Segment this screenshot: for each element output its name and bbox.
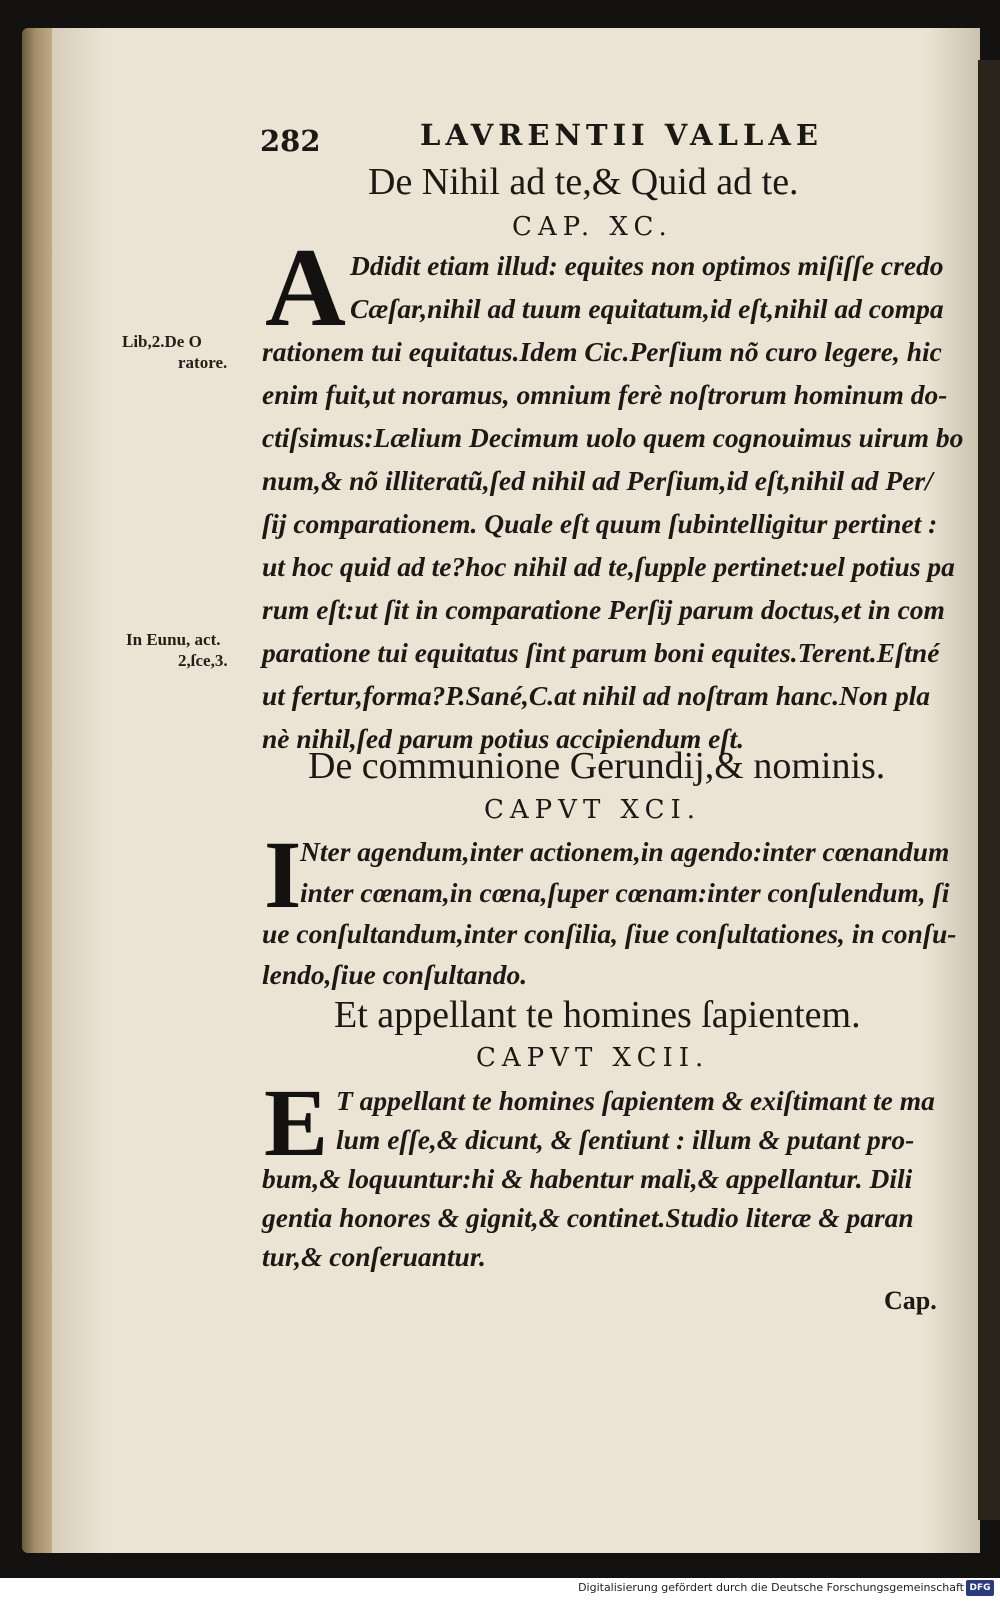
text-line: gentia honores & gignit,& continet.Studio literæ & paran — [262, 1202, 914, 1233]
book-edge-left — [22, 28, 56, 1553]
margin-note: 2,ſce,3. — [178, 651, 228, 670]
drop-cap: E — [264, 1069, 329, 1176]
page-number: 282 — [260, 124, 321, 158]
section-title: De communione Gerundij,& nominis. — [308, 745, 886, 787]
text-line: ut hoc quid ad te?hoc nihil ad te,ſupple pertinet:uel potius pa — [262, 551, 955, 582]
book-edge-right — [978, 60, 1000, 1520]
text-line: enim fuit,ut noramus, omnium ferè noſtrorum hominum do- — [262, 379, 948, 410]
margin-note: ratore. — [178, 353, 228, 372]
text-line: tur,& conſeruantur. — [262, 1241, 486, 1272]
text-line: paratione tui equitatus ſint parum boni equites.Terent.Eſtné — [262, 637, 940, 668]
text-line: bum,& loquuntur:hi & habentur mali,& appellantur. Dili — [262, 1163, 913, 1194]
running-title: LAVRENTII VALLAE — [420, 118, 823, 152]
text-line: ſij comparationem. Quale eſt quum ſubintelligitur pertinet : — [262, 508, 938, 539]
text-line: lum eſſe,& dicunt, & ſentiunt : illum & putant pro- — [336, 1124, 915, 1155]
text-line: Nter agendum,inter actionem,in agendo:inter cœnandum — [300, 836, 950, 867]
text-line: Ddidit etiam illud: equites non optimos miſiſſe credo — [350, 250, 944, 281]
chapter-heading: CAP. XC. — [512, 212, 673, 242]
text-line: ctiſsimus:Lælium Decimum uolo quem cognouimus uirum bo — [262, 422, 964, 453]
chapter-heading: CAPVT XCI. — [484, 795, 702, 825]
text-line: lendo,ſiue conſultando. — [262, 959, 528, 990]
text-line: ut fertur,forma?P.Sané,C.at nihil ad noſtram hanc.Non pla — [262, 680, 931, 711]
text-line: nè nihil,ſed parum potius accipiendum eſt. — [262, 723, 745, 754]
drop-cap: A — [265, 226, 346, 350]
text-line: rum eſt:ut ſit in comparatione Perſij parum doctus,et in com — [262, 594, 945, 625]
text-line: num,& nõ illiteratũ,ſed nihil ad Perſium,id eſt,nihil ad Per/ — [262, 465, 933, 496]
drop-cap: I — [264, 821, 302, 928]
chapter-heading: CAPVT XCII. — [476, 1043, 710, 1073]
footer-credit: Digitalisierung gefördert durch die Deutsche Forschungsgemeinschaft — [578, 1581, 964, 1594]
section-title: De Nihil ad te,& Quid ad te. — [368, 161, 799, 203]
dfg-logo-icon: DFG — [966, 1580, 994, 1596]
text-line: inter cœnam,in cœna,ſuper cœnam:inter conſulendum, ſi — [300, 877, 950, 908]
text-line: rationem tui equitatus.Idem Cic.Perſium nõ curo legere, hic — [262, 336, 942, 367]
text-line: ue conſultandum,inter conſilia, ſiue conſultationes, in conſu- — [262, 918, 957, 949]
margin-note: In Eunu, act. — [126, 630, 221, 649]
catchword: Cap. — [884, 1286, 937, 1315]
section-title: Et appellant te homines ſapientem. — [334, 994, 861, 1036]
text-line: T appellant te homines ſapientem & exiſtimant te ma — [336, 1085, 935, 1116]
text-line: Cæſar,nihil ad tuum equitatum,id eſt,nihil ad compa — [350, 293, 944, 324]
margin-note: Lib,2.De O — [122, 332, 202, 351]
